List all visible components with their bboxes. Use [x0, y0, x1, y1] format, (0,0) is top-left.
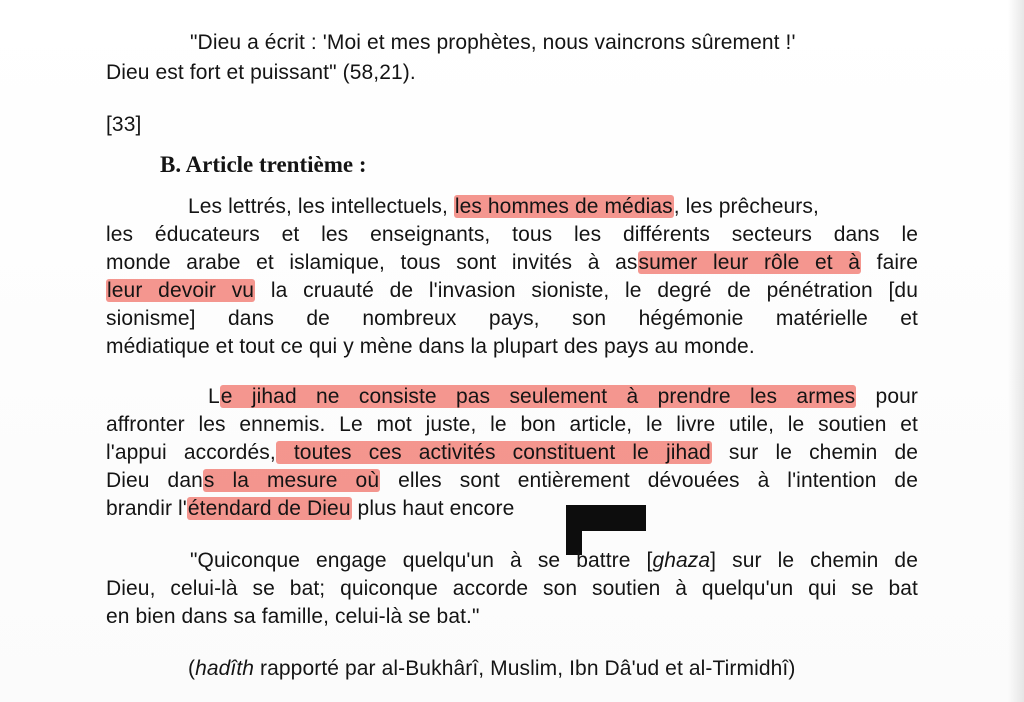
hadith-line-3: en bien dans sa famille, celui-là se bat."	[106, 605, 480, 628]
highlight-la-mesure-ou: s la mesure où	[203, 469, 380, 492]
hadith-line-2: Dieu, celui-là se bat; quiconque accorde son soutien à quelqu'un qui se bat	[106, 577, 918, 600]
highlight-activites-constituent-jihad: toutes ces activités constituent le jihad	[276, 441, 711, 464]
highlight-leur-devoir-vu: leur devoir vu	[107, 279, 255, 302]
para1-line-5: sionisme] dans de nombreux pays, son hégémonie matérielle et	[106, 307, 918, 330]
hadith-line-1-text-a: "Quiconque engage quelqu'un à se battre [	[190, 549, 653, 572]
para2-line-5-text-b: plus haut encore	[351, 497, 515, 520]
para2-line-3-text-b: sur le chemin de	[711, 441, 918, 464]
scan-edge-shadow	[1008, 0, 1024, 702]
para1-line-4-text-b: la cruauté de l'invasion sioniste, le degré de pénétration [du	[255, 279, 918, 302]
hadith-ghaza-italic: ghaza	[652, 549, 711, 572]
para1-line-3-text-b: faire	[861, 251, 918, 274]
para1-line-6: médiatique et tout ce qui y mène dans la plupart des pays au monde.	[106, 335, 755, 358]
highlight-jihad-ne-consiste-pas: e jihad ne consiste pas seulement à prendre les armes	[220, 385, 856, 408]
para1-line-4	[106, 278, 918, 304]
source-hadith-italic: hadîth	[195, 657, 255, 680]
para2-line-3	[106, 440, 918, 466]
hadith-line-1	[190, 548, 918, 574]
para2-line-4-text-a: Dieu dan	[106, 469, 203, 492]
para1-line-3	[106, 250, 918, 276]
article-heading: B. Article trentième :	[160, 152, 367, 177]
hadith-source	[188, 656, 795, 682]
para1-line-2: les éducateurs et les enseignants, tous les différents secteurs dans le	[106, 223, 918, 246]
highlight-hommes-de-medias: les hommes de médias	[454, 195, 673, 218]
para2-line-3-text-a: l'appui accordés,	[106, 441, 276, 464]
quote-top-line-2: Dieu est fort et puissant" (58,21).	[106, 61, 416, 84]
para2-line-4	[106, 468, 918, 494]
para2-line-2: affronter les ennemis. Le mot juste, le bon article, le livre utile, le soutien et	[106, 413, 918, 436]
para1-line-1-text-a: Les lettrés, les intellectuels,	[188, 195, 448, 218]
para2-line-4-text-b: elles sont entièrement dévouées à l'intention de	[380, 469, 918, 492]
para2-line-5-text-a: brandir l'	[106, 497, 187, 520]
quote-top-line-1: "Dieu a écrit : 'Moi et mes prophètes, nous vaincrons sûrement !'	[190, 31, 796, 54]
para2-line-5	[106, 496, 514, 522]
para2-line-1-text-b: pour	[856, 385, 918, 408]
para1-line-3-text-a: monde arabe et islamique, tous sont invités à as	[106, 251, 638, 274]
highlight-etendard-de-dieu: étendard de Dieu	[187, 497, 351, 520]
para1-line-1-text-b: , les prêcheurs,	[673, 195, 819, 218]
source-rest: rapporté par al-Bukhârî, Muslim, Ibn Dâ'ud et al-Tirmidhî)	[254, 657, 796, 680]
source-open-paren: (	[188, 657, 196, 680]
para2-line-1-text-a: L	[208, 385, 220, 408]
para2-line-1	[208, 384, 918, 410]
para1-line-1	[188, 194, 819, 220]
reference-number: [33]	[106, 113, 142, 136]
highlight-assumer-leur-role: sumer leur rôle et à	[638, 251, 861, 274]
hadith-line-1-text-b: ] sur le chemin de	[710, 549, 918, 572]
